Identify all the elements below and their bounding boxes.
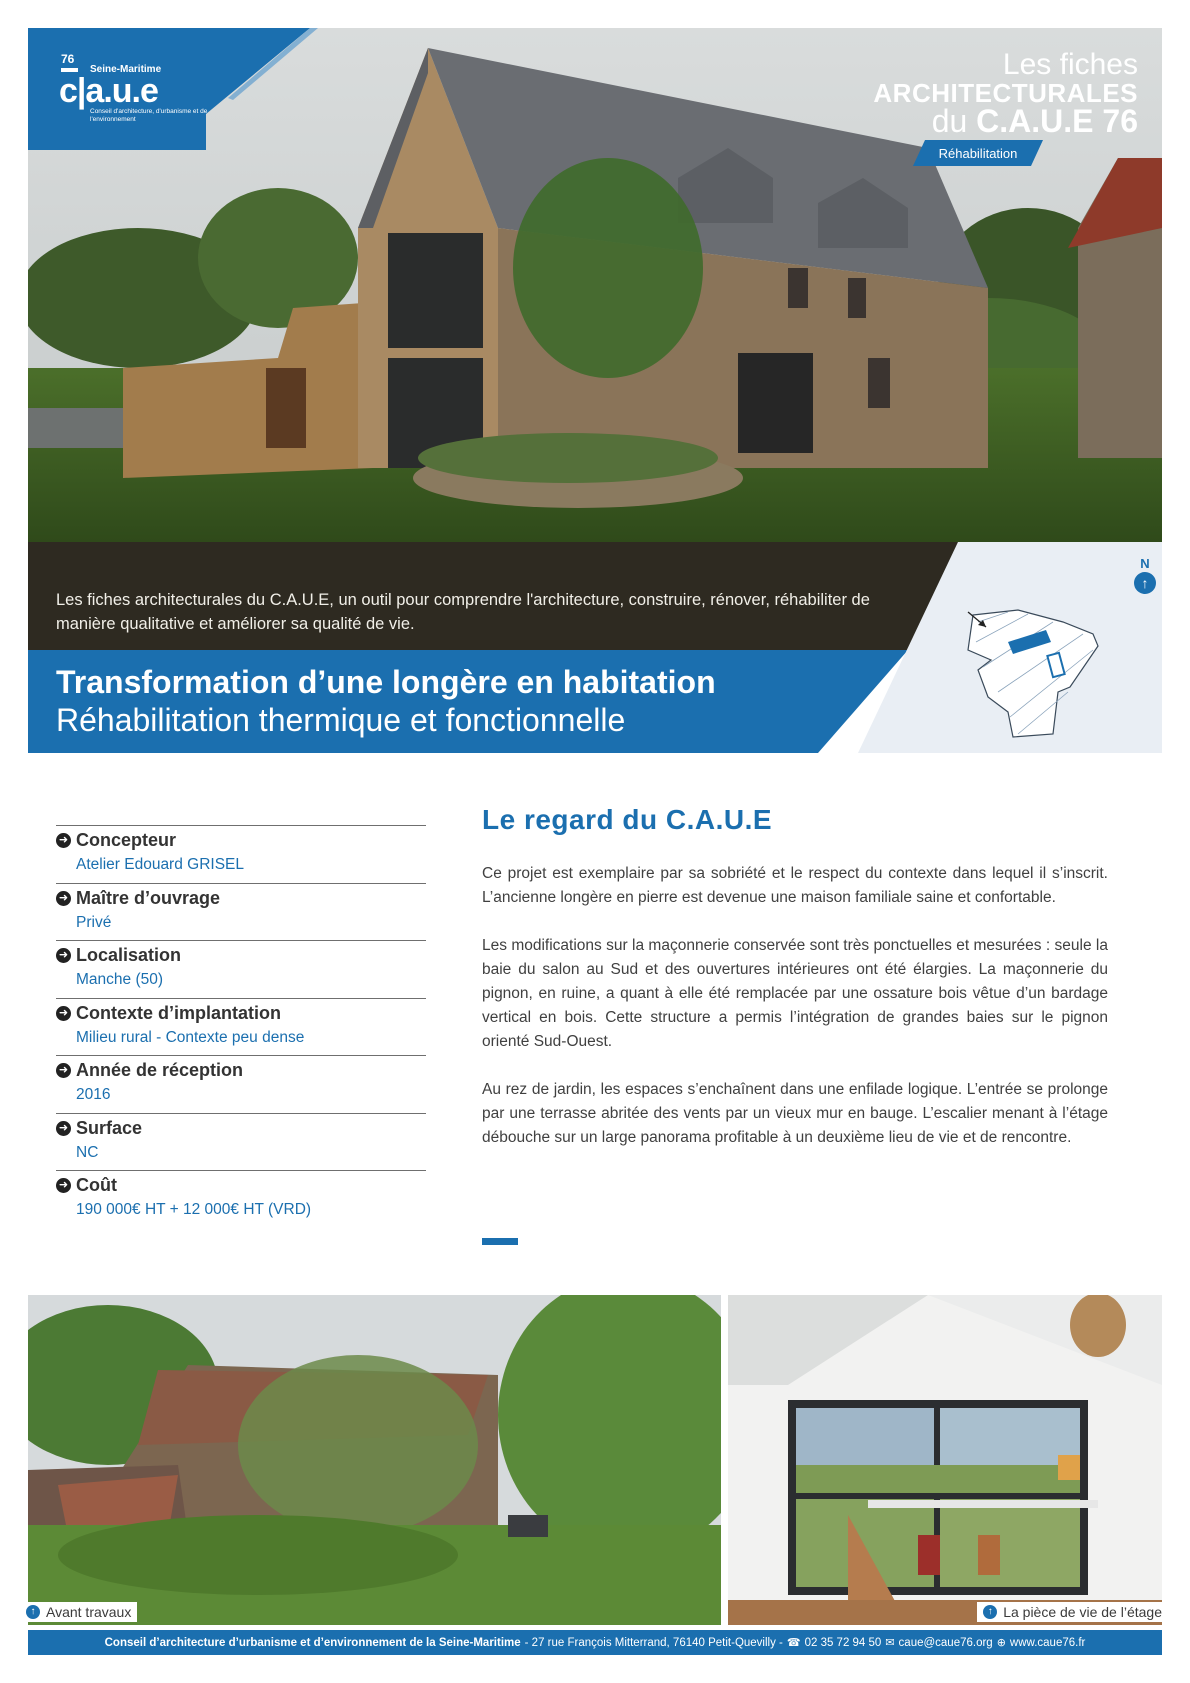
footer-contact-bar [28,1630,1162,1655]
info-item-cout [56,1170,426,1228]
caption-before-text: Avant travaux [46,1604,132,1620]
regard-section [482,804,1108,1174]
footer-phone[interactable]: 02 35 72 94 50 [804,1636,882,1649]
category-badge-label: Réhabilitation [938,146,1018,161]
info-value: Milieu rural - Contexte peu dense [76,1028,305,1046]
globe-icon: ⊕ [996,1637,1006,1649]
info-label: Coût [76,1175,117,1195]
series-title [873,48,1138,140]
info-item-annee [56,1055,426,1113]
info-value: Atelier Edouard GRISEL [76,856,245,873]
accent-divider [482,1238,518,1245]
arrow-right-icon: ➜ [56,948,71,963]
logo-tagline: Conseil d'architecture, d'urbanisme et de l'environnement [90,108,208,123]
regard-paragraph: Les modifications sur la maçonnerie conservée sont très ponctuelles et mesurées : seule la baie du salon au Sud et des ouvertures intérieures ont été élargies. La maçonnerie du pignon, en ruine, a quant à elle été remplacée par une ossature bois vêtue d’un bardage vertical en bois. Cette structure a permis l’intégration de grandes baies sur le pignon orienté Sud-Ouest. [482,937,1108,1050]
footer-org: Conseil d’architecture d’urbanisme et d’environnement de la Seine-Maritime [104,1636,521,1649]
page-subtitle: Réhabilitation thermique et fonctionnelle [56,702,626,738]
arrow-up-icon: ↑ [983,1605,997,1619]
hero-section [28,28,1162,753]
footer-website[interactable]: www.caue76.fr [1009,1636,1086,1649]
site-plan-map [858,542,1162,753]
info-label: Surface [76,1117,143,1138]
info-label: Localisation [76,945,182,965]
info-value: 2016 [76,1086,111,1103]
north-label: N [1140,556,1150,571]
series-title-line2: ARCHITECTURALES [873,78,1138,108]
category-badge [913,140,1043,166]
mail-icon: ✉ [885,1637,895,1649]
logo-number: 76 [61,52,75,66]
north-indicator [1132,556,1158,594]
info-label: Année de réception [76,1060,244,1080]
info-label: Contexte d’implantation [76,1002,282,1023]
caption-before-works [26,1602,137,1622]
footer-address: - 27 rue François Mitterrand, 76140 Petit-Quevilly - [524,1636,783,1649]
info-item-surface [56,1113,426,1171]
footer-email[interactable]: caue@caue76.org [898,1636,993,1649]
series-title-caue: C.A.U.E 76 [976,103,1138,139]
arrow-right-icon: ➜ [56,1063,71,1078]
info-label: Concepteur [76,830,177,850]
info-label: Maître d’ouvrage [76,887,221,908]
page-title: Transformation d’une longère en habitation [56,664,716,700]
info-item-maitre-ouvrage [56,883,426,941]
info-value: 190 000€ HT + 12 000€ HT (VRD) [76,1201,312,1218]
logo-wordmark: c|a.u.e [59,72,158,110]
arrow-right-icon: ➜ [56,1178,71,1193]
series-title-line1: Les fiches [1002,48,1138,81]
arrow-right-icon: ➜ [56,1006,71,1021]
series-title-du: du [931,103,968,139]
arrow-up-icon: ↑ [26,1605,40,1619]
regard-paragraph: Au rez de jardin, les espaces s’enchaînent dans une enfilade logique. L’entrée se prolonge par une terrasse abritée des vents par un vieux mur en bauge. L’escalier menant à l’étage débouche sur un large panorama profitable à un deuxième lieu de vie et de rencontre. [482,1081,1108,1146]
arrow-right-icon: ➜ [56,891,71,906]
info-item-localisation [56,940,426,998]
arrow-right-icon: ➜ [56,833,71,848]
caption-living-room [977,1602,1162,1622]
project-info-list [56,825,426,1228]
logo-region: Seine-Maritime [90,64,162,75]
photo-upper-living-room [728,1295,1162,1625]
caption-after-text: La pièce de vie de l’étage [1003,1604,1162,1620]
info-value: NC [76,1143,99,1161]
info-item-concepteur [56,825,426,883]
north-arrow-icon: ↑ [1134,572,1156,594]
intro-text: Les fiches architecturales du C.A.U.E, un outil pour comprendre l'architecture, construire, rénover, réhabiliter de manière qualitative et améliorer sa qualité de vie. [56,591,870,633]
info-item-contexte [56,998,426,1056]
info-value: Privé [76,913,112,931]
phone-icon: ☎ [786,1637,801,1649]
photo-before-works [28,1295,721,1625]
info-value: Manche (50) [76,971,164,988]
regard-paragraph: Ce projet est exemplaire par sa sobriété et le respect du contexte dans lequel il s’inscrit. L’ancienne longère en pierre est devenue une maison familiale saine et confortable. [482,865,1108,906]
regard-heading: Le regard du C.A.U.E [482,804,773,835]
arrow-right-icon: ➜ [56,1121,71,1136]
caue-logo[interactable] [28,28,328,150]
